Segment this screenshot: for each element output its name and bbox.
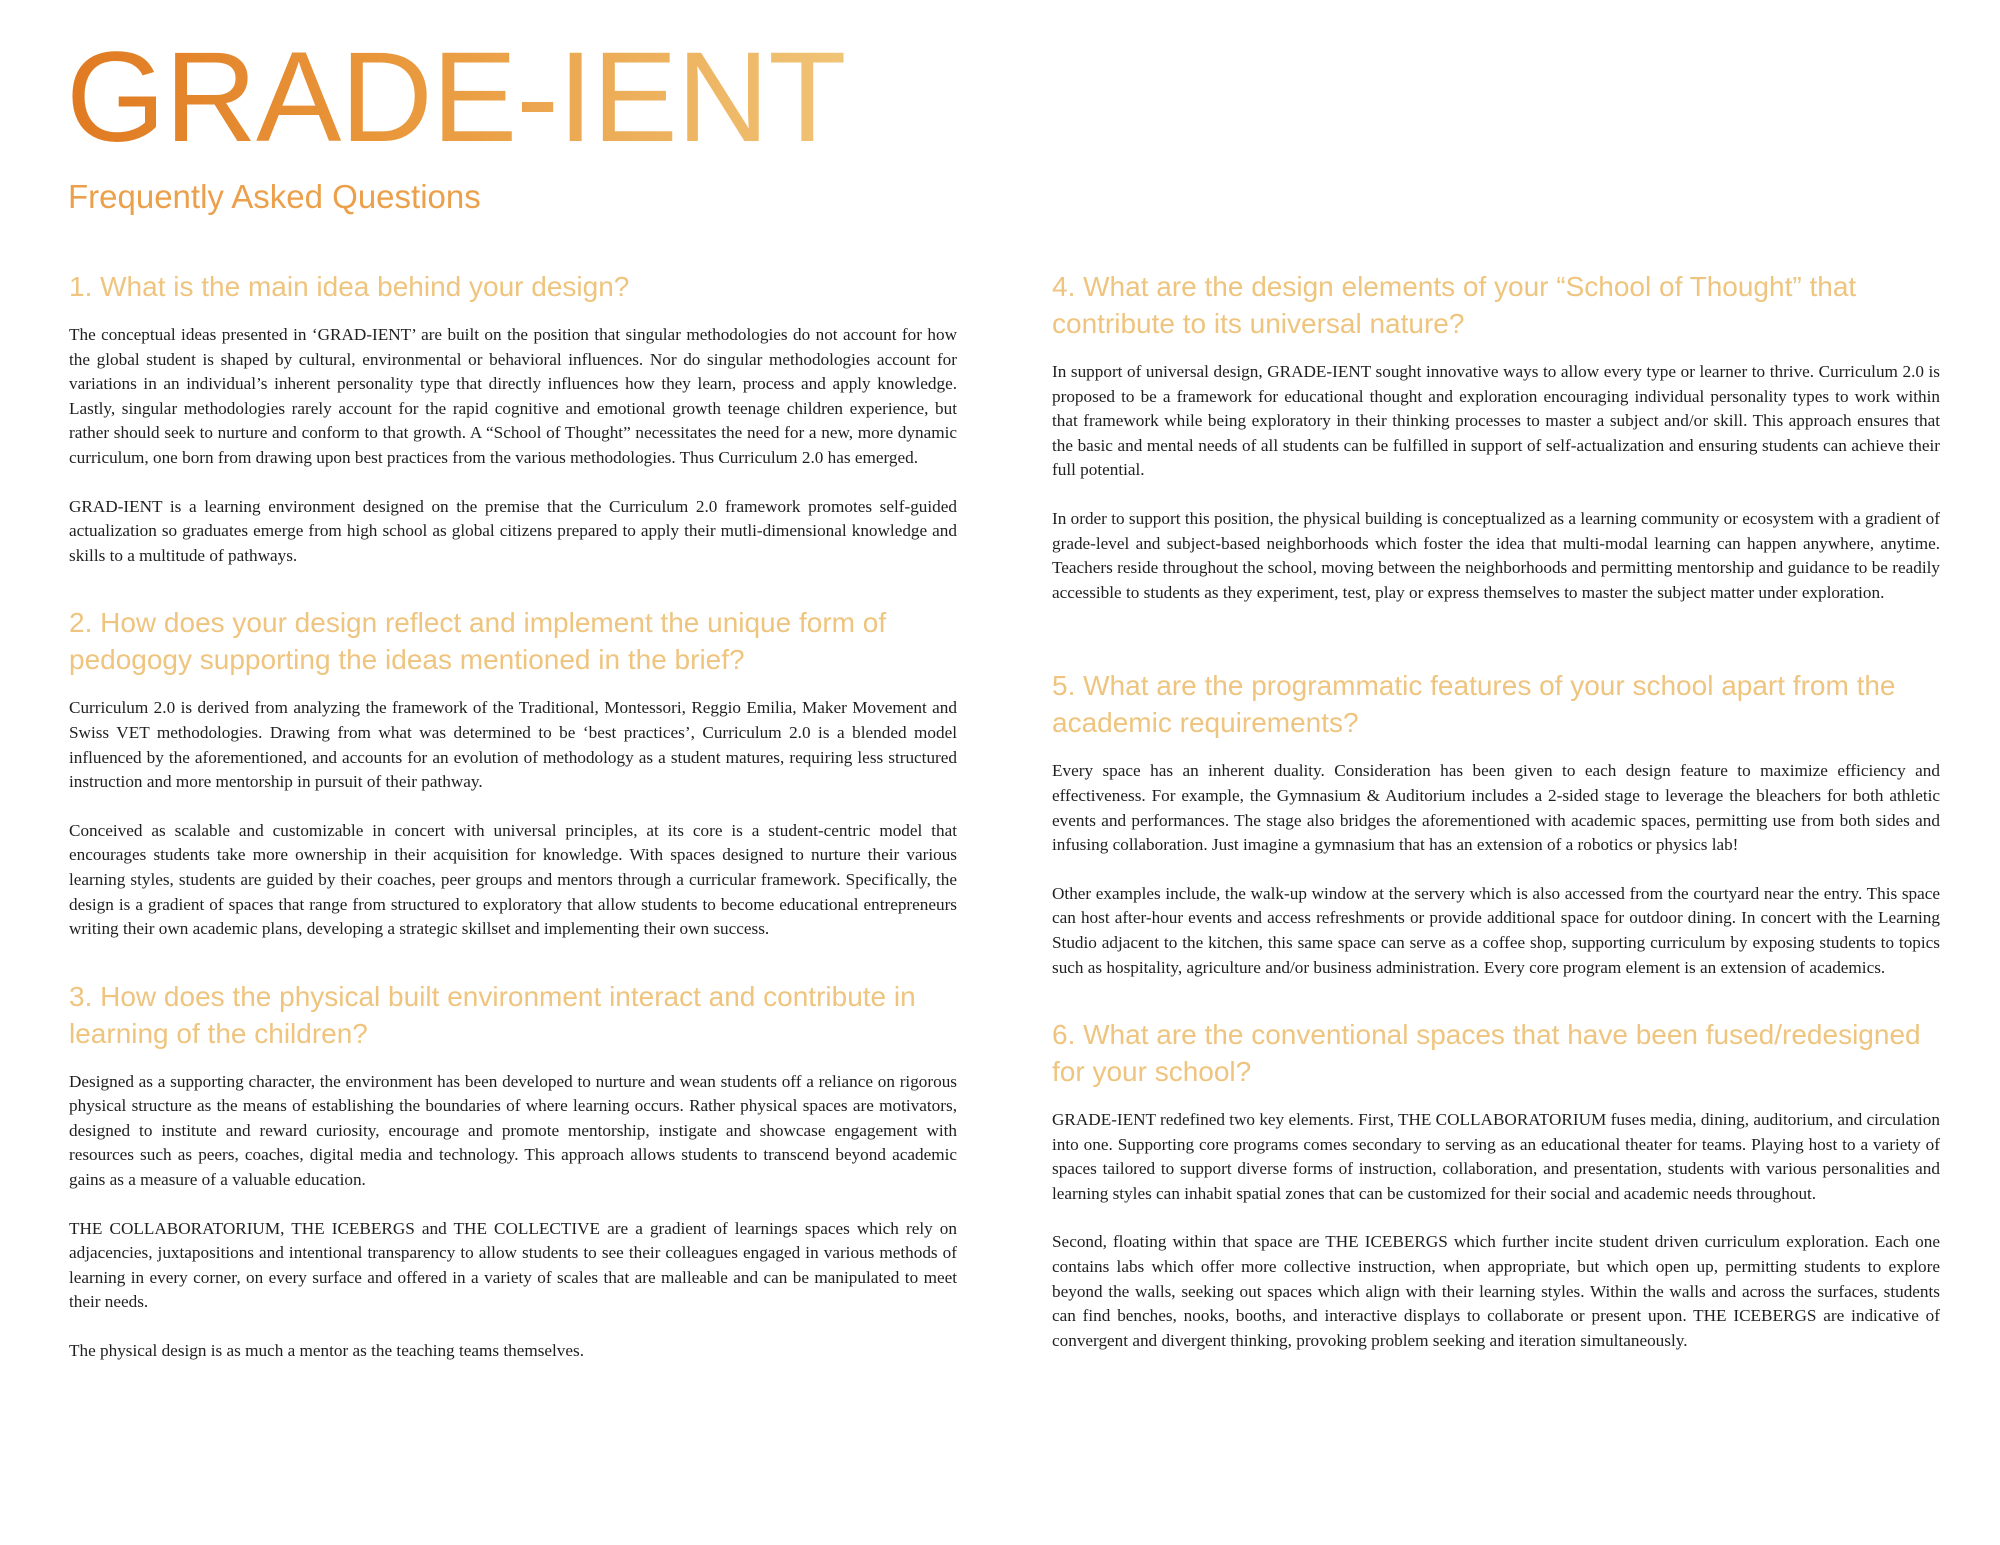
faq-question: 5. What are the programmatic features of your school apart from the academic requirements? [1052, 670, 1896, 739]
faq-answer-paragraph: In support of universal design, GRADE-IENT sought innovative ways to allow every type or learner to thrive. Curriculum 2.0 is proposed to be a framework for educational thought and exploration encouraging individual personality types to work within that framework while being exploratory in their thinking processes to master a subject and/or skill. This approach ensures that the basic and mental needs of all students can be fulfilled in support of self-actualization and ensuring students can achieve their full potential. [1052, 362, 1940, 480]
faq-item-1 [69, 268, 957, 568]
faq-answer-paragraph: Other examples include, the walk-up window at the servery which is also accessed from the courtyard near the entry. This space can host after-hour events and access refreshments or provide additional space for outdoor dining. In concert with the Learning Studio adjacent to the kitchen, this same space can serve as a coffee shop, supporting curriculum by exposing students to topics such as hospitality, agriculture and/or business administration. Every core program element is an extension of academics. [1052, 883, 1940, 977]
faq-item-5 [1052, 667, 1940, 980]
faq-question: 2. How does your design reflect and implement the unique form of pedogogy supporting the ideas mentioned in the brief? [69, 607, 887, 676]
faq-answer-paragraph: Second, floating within that space are THE ICEBERGS which further incite student driven curriculum exploration. Each one contains labs which offer more collective instruction, when appropriate, but which open up, permitting students to explore beyond the walls, seeking out spaces which align with their learning styles. Within the walls and across the surfaces, students can find benches, nooks, booths, and interactive displays to collaborate or present upon. THE ICEBERGS are indicative of convergent and divergent thinking, provoking problem seeking and iteration simultaneously. [1052, 1232, 1940, 1350]
right-column [1052, 268, 1940, 1377]
faq-item-3 [69, 978, 957, 1364]
faq-item-6 [1052, 1016, 1940, 1353]
faq-answer-paragraph: GRADE-IENT redefined two key elements. First, THE COLLABORATORIUM fuses media, dining, auditorium, and circulation into one. Supporting core programs comes secondary to serving as an educational theater for teams. Playing host to a variety of spaces tailored to support diverse forms of instruction, collaboration, and presentation, students with various personalities and learning styles can inhabit spatial zones that can be customized for their social and academic needs throughout. [1052, 1110, 1940, 1203]
page-title: GRADE-IENT [66, 26, 846, 169]
faq-answer-paragraph: Every space has an inherent duality. Consideration has been given to each design feature to maximize efficiency and effectiveness. For example, the Gymnasium & Auditorium includes a 2-sided stage to leverage the bleachers for both athletic events and performances. The stage also bridges the aforementioned with academic spaces, permitting use from both sides and infusing collaboration. Just imagine a gymnasium that has an extension of a robotics or physics lab! [1052, 761, 1940, 855]
left-column [69, 268, 957, 1388]
faq-answer-paragraph: Conceived as scalable and customizable in concert with universal principles, at its core is a student-centric model that encourages students take more ownership in their acquisition for knowledge. With spaces designed to nurture their various learning styles, students are guided by their coaches, peer groups and mentors through a curricular framework. Specifically, the design is a gradient of spaces that range from structured to exploratory that allow students to become educational entrepreneurs writing their own academic plans, developing a strategic skillset and implementing their own success. [69, 820, 957, 939]
faq-answer-paragraph: In order to support this position, the physical building is conceptualized as a learning community or ecosystem with a gradient of grade-level and subject-based neighborhoods which foster the idea that multi-modal learning can happen anywhere, anytime. Teachers reside throughout the school, moving between the neighborhoods and permitting mentorship and guidance to be readily accessible to students as they experiment, test, play or express themselves to master the subject matter under exploration. [1052, 508, 1940, 602]
faq-answer-paragraph: The conceptual ideas presented in ‘GRAD-IENT’ are built on the position that singular methodologies do not account for how the global student is shaped by cultural, environmental or behavioral influences. Nor do singular methodologies account for variations in an individual’s inherent personality type that directly influences how they learn, process and apply knowledge. Lastly, singular methodologies rarely account for the rapid cognitive and emotional growth teenage children experience, but rather should seek to nurture and conform to that growth. A “School of Thought” necessitates the need for a new, more dynamic curriculum, one born from drawing upon best practices from the various methodologies. Thus Curriculum 2.0 has emerged. [69, 325, 957, 467]
faq-answer-paragraph: THE COLLABORATORIUM, THE ICEBERGS and THE COLLECTIVE are a gradient of learnings spaces which rely on adjacencies, juxtapositions and intentional transparency to allow students to see their colleagues engaged in various methods of learning in every corner, on every surface and offered in a variety of scales that are malleable and can be manipulated to meet their needs. [69, 1218, 957, 1312]
faq-answer-paragraph: GRAD-IENT is a learning environment designed on the premise that the Curriculum 2.0 framework promotes self-guided actualization so graduates emerge from high school as global citizens prepared to apply their mutli-dimensional knowledge and skills to a multitude of pathways. [69, 496, 957, 565]
faq-question: 1. What is the main idea behind your design? [69, 271, 630, 302]
faq-answer-paragraph: Designed as a supporting character, the environment has been developed to nurture and wean students off a reliance on rigorous physical structure as the means of establishing the boundaries of where learning occurs. Rather physical spaces are motivators, designed to institute and reward curiosity, encourage and promote mentorship, instigate and showcase engagement with resources such as peers, coaches, digital media and technology. This approach allows students to transcend beyond academic gains as a measure of a valuable education. [69, 1071, 957, 1190]
faq-item-2 [69, 604, 957, 941]
faq-question: 3. How does the physical built environment interact and contribute in learning of the children? [69, 980, 916, 1049]
faq-answer-paragraph: Curriculum 2.0 is derived from analyzing the framework of the Traditional, Montessori, Reggio Emilia, Maker Movement and Swiss VET methodologies. Drawing from what was determined to be ‘best practices’, Curriculum 2.0 is a blended model influenced by the aforementioned, and accounts for an evolution of methodology as a student matures, requiring less structured instruction and more mentorship in pursuit of their pathway. [69, 698, 957, 792]
page-subtitle: Frequently Asked Questions [68, 178, 481, 215]
faq-item-4 [1052, 268, 1940, 605]
faq-question: 6. What are the conventional spaces that have been fused/redesigned for your school? [1052, 1019, 1921, 1088]
faq-answer-paragraph: The physical design is as much a mentor as the teaching teams themselves. [69, 1341, 585, 1361]
faq-question: 4. What are the design elements of your “School of Thought” that contribute to its universal nature? [1052, 271, 1857, 339]
